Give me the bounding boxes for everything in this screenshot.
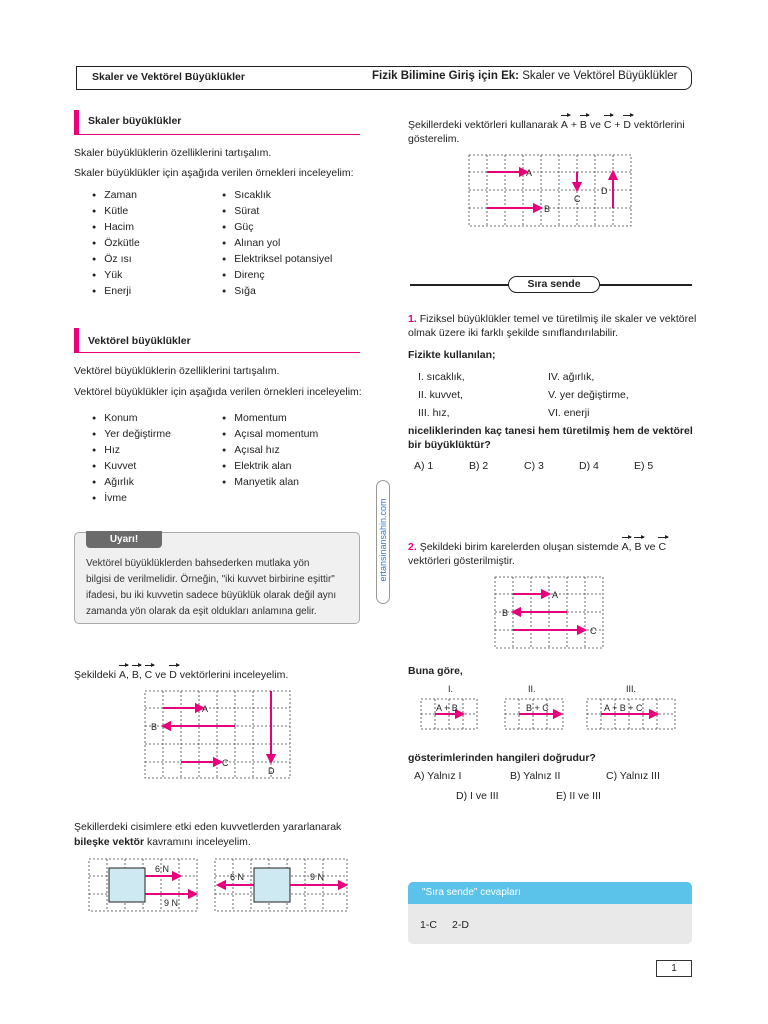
resultant-line1: Şekillerdeki cisimlere etki eden kuvvetlerden yararlanarak: [74, 821, 342, 833]
q1-option-e[interactable]: E) 5: [634, 460, 654, 472]
header-right-title: Fizik Bilimine Giriş için Ek: Skaler ve Vektörel Büyüklükler: [372, 70, 678, 82]
list-item: ● Konum: [92, 411, 171, 427]
list-item: ● Direnç: [222, 268, 332, 284]
list-item: ● Ağırlık: [92, 475, 171, 491]
vector-list-2: [222, 411, 318, 491]
q2-option-e[interactable]: E) II ve III: [556, 790, 601, 802]
label-A: A: [552, 590, 559, 600]
side-url-badge: [376, 480, 390, 604]
q1-question2: bir büyüklüktür?: [408, 439, 491, 451]
q2-roman-1: I.: [448, 684, 454, 694]
list-item: ● Zaman: [92, 188, 140, 204]
list-item: ● Açısal momentum: [222, 427, 318, 443]
q2-option-fig-3: [586, 698, 678, 732]
label-B: B: [151, 722, 158, 732]
list-item: ● Hacim: [92, 220, 140, 236]
svg-text:B + C: B + C: [526, 703, 549, 713]
page-number: 1: [656, 960, 692, 977]
q2-option-b[interactable]: B) Yalnız II: [510, 770, 561, 782]
list-item: ● Yer değiştirme: [92, 427, 171, 443]
vector-list-1: [92, 411, 171, 507]
force-label: 6 N: [230, 872, 245, 882]
label-C: C: [574, 194, 581, 204]
list-item: ● Elektrik alan: [222, 459, 318, 475]
list-item: ● Kütle: [92, 204, 140, 220]
warning-line: zamanda yön olarak da eşit oldukları anlamına gelir.: [86, 606, 317, 617]
warning-line: bilgisi de verilmelidir. Örneğin, "iki kuvvet birbirine eşittir": [86, 574, 335, 585]
q1-option-b[interactable]: B) 2: [469, 460, 489, 472]
q1-lead: Fizikte kullanılan;: [408, 349, 496, 361]
label-B: B: [544, 204, 551, 214]
q1-item: II. kuvvet,: [418, 389, 463, 401]
svg-text:A + B: A + B: [436, 703, 458, 713]
list-item: ● Kuvvet: [92, 459, 171, 475]
vector-p2: Vektörel büyüklükler için aşağıda verilen örnekleri inceleyelim:: [74, 386, 362, 398]
section-divider: [74, 352, 360, 353]
right-intro-line2: gösterelim.: [408, 133, 460, 145]
scalar-list-2: [222, 188, 332, 300]
q1-option-d[interactable]: D) 4: [579, 460, 599, 472]
label-D: D: [601, 186, 608, 196]
label-A: A: [202, 704, 209, 714]
list-item: ● Hız: [92, 443, 171, 459]
force-label: 9 N: [310, 872, 325, 882]
q2-text1: 2. Şekildeki birim karelerden oluşan sistemde A, B ve C: [408, 541, 667, 553]
scalar-list-1: [92, 188, 140, 300]
q2-roman-2: II.: [528, 684, 536, 694]
q1-item: IV. ağırlık,: [548, 371, 595, 383]
list-item: ● Açısal hız: [222, 443, 318, 459]
q1-option-c[interactable]: C) 3: [524, 460, 544, 472]
scalar-p1: Skaler büyüklüklerin özelliklerini tartışalım.: [74, 147, 272, 159]
q2-text2: vektörleri gösterilmiştir.: [408, 555, 515, 567]
vector-p1: Vektörel büyüklüklerin özelliklerini tartışalım.: [74, 365, 280, 377]
header-left-title: Skaler ve Vektörel Büyüklükler: [92, 71, 245, 83]
q2-lead: Buna göre,: [408, 665, 463, 677]
list-item: ● Enerji: [92, 284, 140, 300]
q1-items-right: [548, 368, 629, 422]
scalar-title: Skaler büyüklükler: [88, 115, 182, 127]
answer-1: 1-C: [420, 919, 437, 931]
resultant-line2: bileşke vektör kavramını inceleyelim.: [74, 836, 251, 848]
list-item: ● Alınan yol: [222, 236, 332, 252]
label-A: A: [526, 168, 533, 178]
q2-option-c[interactable]: C) Yalnız III: [606, 770, 660, 782]
section-divider: [74, 134, 360, 135]
force-label: 9 N: [164, 898, 179, 908]
q1-option-a[interactable]: A) 1: [414, 460, 434, 472]
list-item: ● Özkütle: [92, 236, 140, 252]
q1-item: V. yer değiştirme,: [548, 389, 629, 401]
answers-header: "Sıra sende" cevapları: [408, 882, 692, 904]
list-item: ● İvme: [92, 491, 171, 507]
vector-grid-figure-2: [468, 154, 634, 228]
list-item: ● Sürat: [222, 204, 332, 220]
warning-tab: Uyarı!: [86, 531, 162, 548]
q2-roman-3: III.: [626, 684, 637, 694]
vector-title: Vektörel büyüklükler: [88, 335, 191, 347]
warning-line: ifadesi, bu iki kuvvetin sadece büyüklük olarak değil aynı: [86, 590, 337, 601]
warning-text: [86, 556, 336, 620]
svg-text:A + B + C: A + B + C: [604, 703, 643, 713]
q2-option-fig-1: [420, 698, 480, 732]
sira-sende-badge: Sıra sende: [508, 276, 600, 293]
label-B: B: [502, 608, 509, 618]
section-marker: [74, 110, 79, 134]
q1-item: III. hız,: [418, 407, 450, 419]
q2-option-d[interactable]: D) I ve III: [456, 790, 499, 802]
right-intro: Şekillerdeki vektörleri kullanarak A + B ve C + D vektörlerini: [408, 119, 685, 131]
list-item: ● Sığa: [222, 284, 332, 300]
list-item: ● Momentum: [222, 411, 318, 427]
q1-item: VI. enerji: [548, 407, 590, 419]
list-item: ● Güç: [222, 220, 332, 236]
q2-option-fig-2: [504, 698, 566, 732]
vector-grid-figure: [144, 690, 292, 780]
label-C: C: [590, 626, 597, 636]
list-item: ● Öz ısı: [92, 252, 140, 268]
section-marker: [74, 328, 79, 352]
force-figure-1: [88, 858, 200, 914]
list-item: ● Manyetik alan: [222, 475, 318, 491]
q1-text1: 1. Fiziksel büyüklükler temel ve türetilmiş ile skaler ve vektörel: [408, 313, 697, 325]
q2-question: gösterimlerinden hangileri doğrudur?: [408, 752, 596, 764]
answer-2: 2-D: [452, 919, 469, 931]
list-item: ● Yük: [92, 268, 140, 284]
q1-items-left: [418, 368, 465, 422]
force-label: 6 N: [155, 864, 170, 874]
list-item: ● Sıcaklık: [222, 188, 332, 204]
q1-text2: olmak üzere iki farklı şekilde sınıflandırılabilir.: [408, 327, 619, 339]
label-C: C: [222, 758, 229, 768]
q2-grid-figure: [494, 576, 606, 650]
fig1-intro: Şekildeki A, B, C ve D vektörlerini inceleyelim.: [74, 669, 289, 681]
side-url: ertansinansahin.com: [378, 498, 388, 582]
label-D: D: [268, 766, 275, 776]
scalar-p2: Skaler büyüklükler için aşağıda verilen örnekleri inceleyelim:: [74, 167, 354, 179]
q1-item: I. sıcaklık,: [418, 371, 465, 383]
q2-option-a[interactable]: A) Yalnız I: [414, 770, 462, 782]
list-item: ● Elektriksel potansiyel: [222, 252, 332, 268]
force-figure-2: [214, 858, 350, 914]
q1-question1: niceliklerinden kaç tanesi hem türetilmiş hem de vektörel: [408, 425, 693, 437]
warning-line: Vektörel büyüklüklerden bahsederken mutlaka yön: [86, 558, 310, 569]
